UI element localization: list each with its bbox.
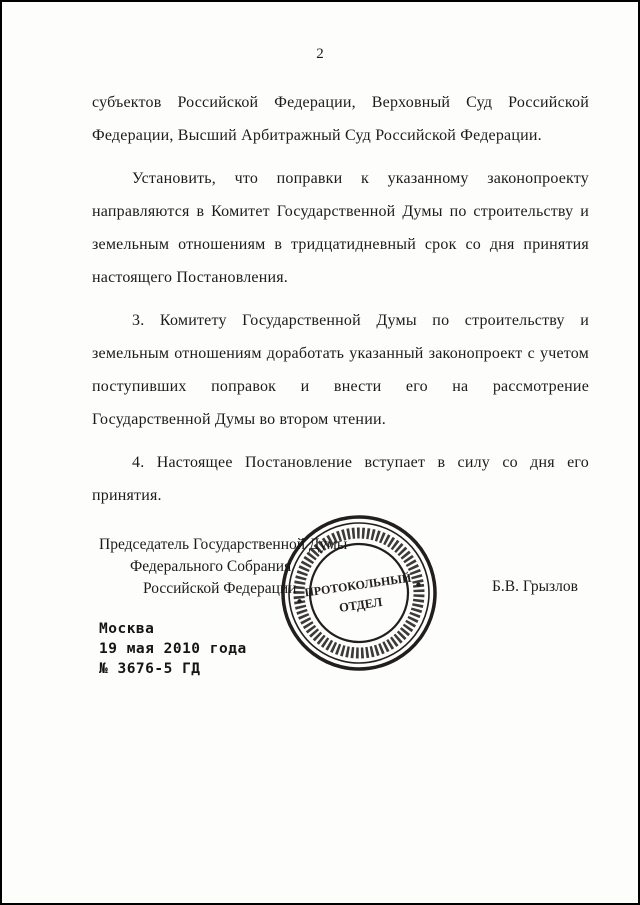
footer-city: Москва	[99, 621, 155, 637]
document-footer	[99, 619, 247, 679]
signature-title-line2: Федерального Собрания	[130, 558, 292, 575]
signatory-name: Б.В. Грызлов	[492, 578, 578, 595]
signature-title-line1: Председатель Государственной Думы	[99, 536, 348, 553]
page-number: 2	[316, 46, 324, 62]
stamp-text-line2: ОТДЕЛ	[338, 594, 384, 615]
document-body	[92, 86, 589, 522]
signature-title-line3: Российской Федерации	[143, 580, 297, 597]
stamp-text-line1: ПРОТОКОЛЬНЫЙ	[303, 570, 413, 600]
body-paragraph: Установить, что поправки к указанному законопроекту направляются в Комитет Государственной Думы по строительству и земельным отношениям в тридцатидневный срок со дня принятия настоящего Постановления.	[92, 170, 589, 286]
body-paragraph: субъектов Российской Федерации, Верховный Суд Российской Федерации, Высший Арбитражный Суд Российской Федерации.	[92, 94, 589, 144]
footer-date: 19 мая 2010 года	[99, 641, 247, 657]
body-paragraph: 4. Настоящее Постановление вступает в силу со дня его принятия.	[92, 454, 589, 504]
body-paragraph: 3. Комитету Государственной Думы по строительству и земельным отношениям доработать указанный законопроект с учетом поступивших поправок и внести его на рассмотрение Государственной Думы во втором чтении.	[92, 312, 589, 428]
footer-number: № 3676-5 ГД	[99, 661, 201, 677]
